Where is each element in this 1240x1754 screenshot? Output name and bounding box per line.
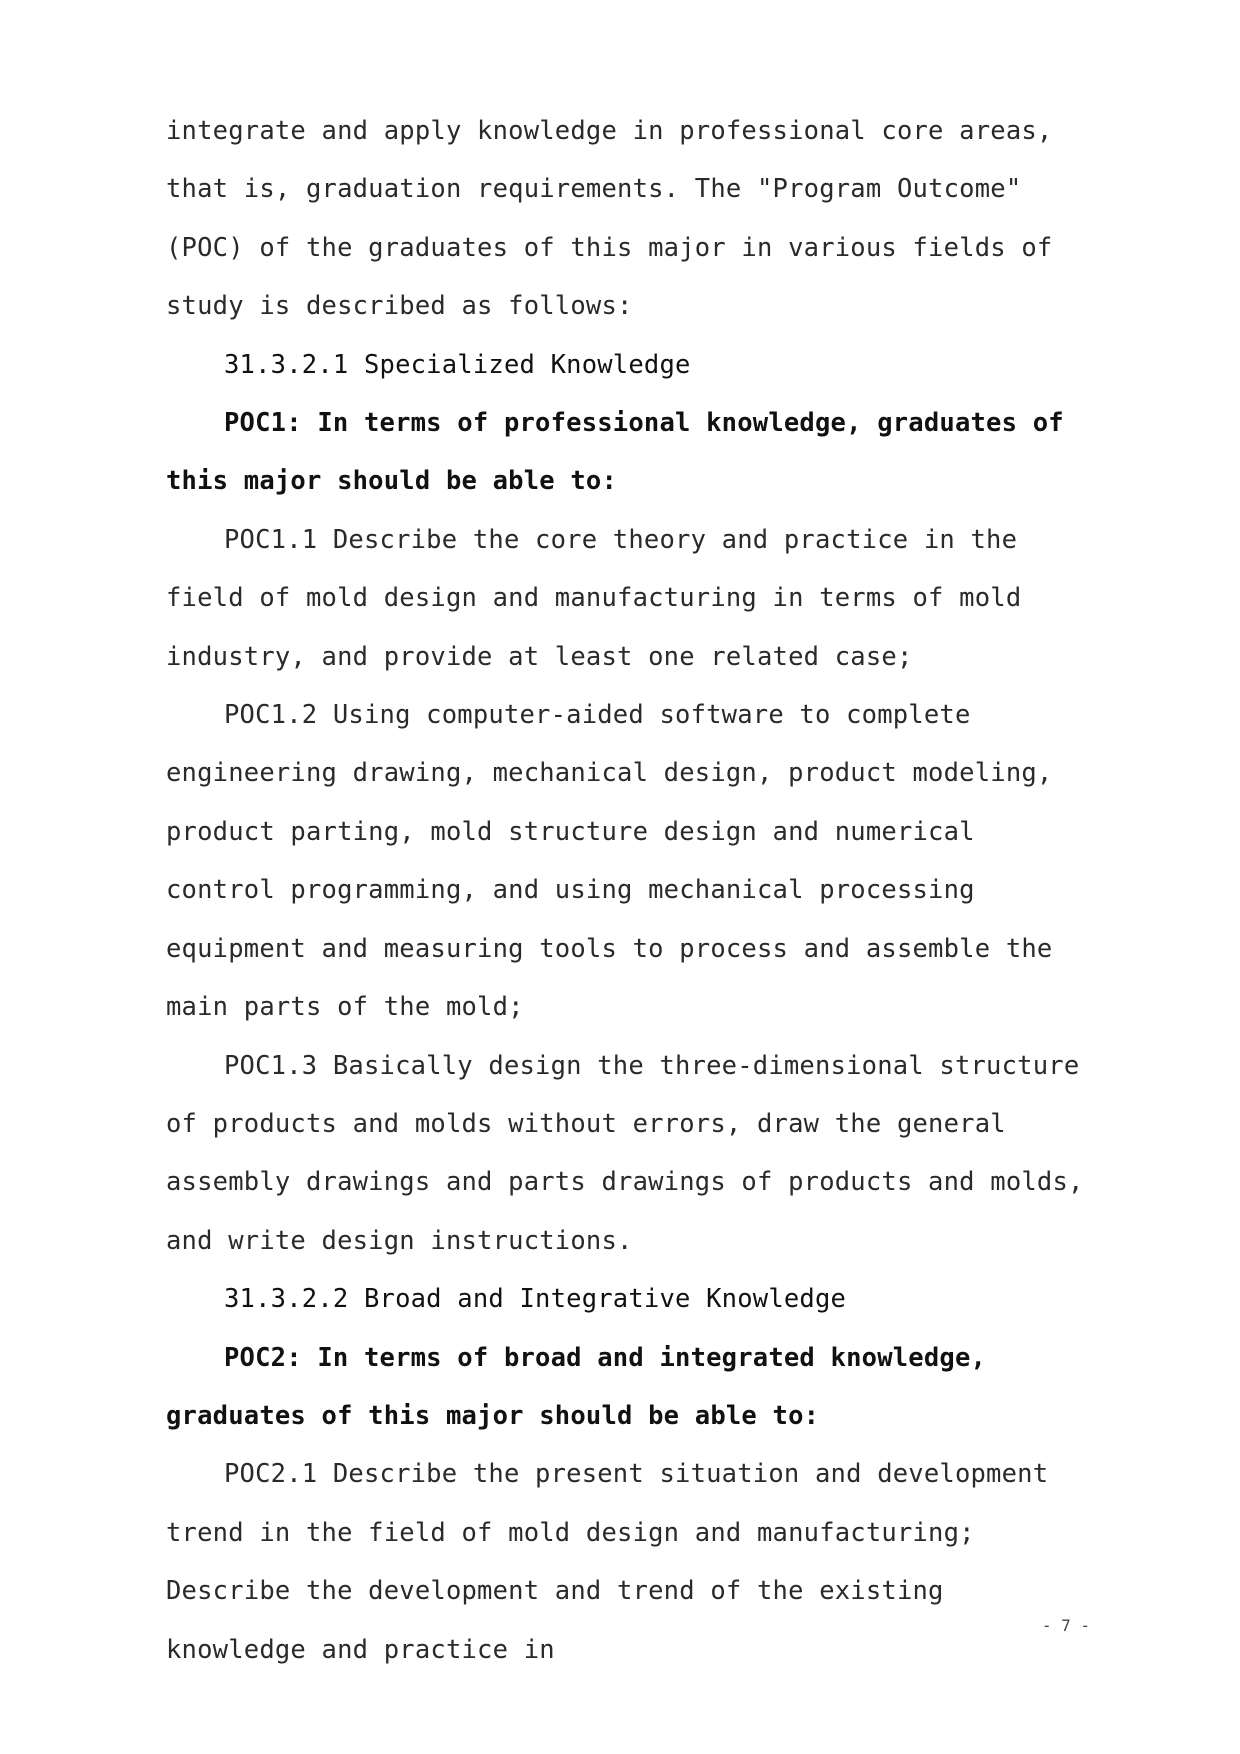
poc2-heading: POC2: In terms of broad and integrated knowledge, graduates of this major should be able to:	[166, 1342, 987, 1431]
poc1-2-paragraph: POC1.2 Using computer-aided software to complete engineering drawing, mechanical design, product modeling, product parting, mold structure design and numerical control programming, and using mechanical processing equipment and measuring tools to process and assemble the main parts of the mold;	[166, 700, 1053, 1023]
intro-paragraph: integrate and apply knowledge in professional core areas, that is, graduation requirements. The "Program Outcome" (POC) of the graduates of this major in various fields of study is described as follows:	[166, 116, 1053, 322]
page-number: - 7 -	[1041, 1616, 1090, 1635]
section-heading-broad-knowledge: 31.3.2.2 Broad and Integrative Knowledge	[224, 1284, 847, 1315]
section-heading-specialized-knowledge: 31.3.2.1 Specialized Knowledge	[224, 349, 691, 380]
poc1-heading: POC1: In terms of professional knowledge, graduates of this major should be able to:	[166, 408, 1064, 497]
poc1-1-paragraph: POC1.1 Describe the core theory and practice in the field of mold design and manufacturing in terms of mold industry, and provide at least one related case;	[166, 524, 1022, 672]
poc2-1-paragraph: POC2.1 Describe the present situation and development trend in the field of mold design and manufacturing; Describe the development and trend of the existing knowledge and practice in	[166, 1459, 1049, 1665]
poc1-3-paragraph: POC1.3 Basically design the three-dimensional structure of products and molds without errors, draw the general assembly drawings and parts drawings of products and molds, and write design instructions.	[166, 1050, 1084, 1256]
page-body	[166, 102, 1090, 1679]
